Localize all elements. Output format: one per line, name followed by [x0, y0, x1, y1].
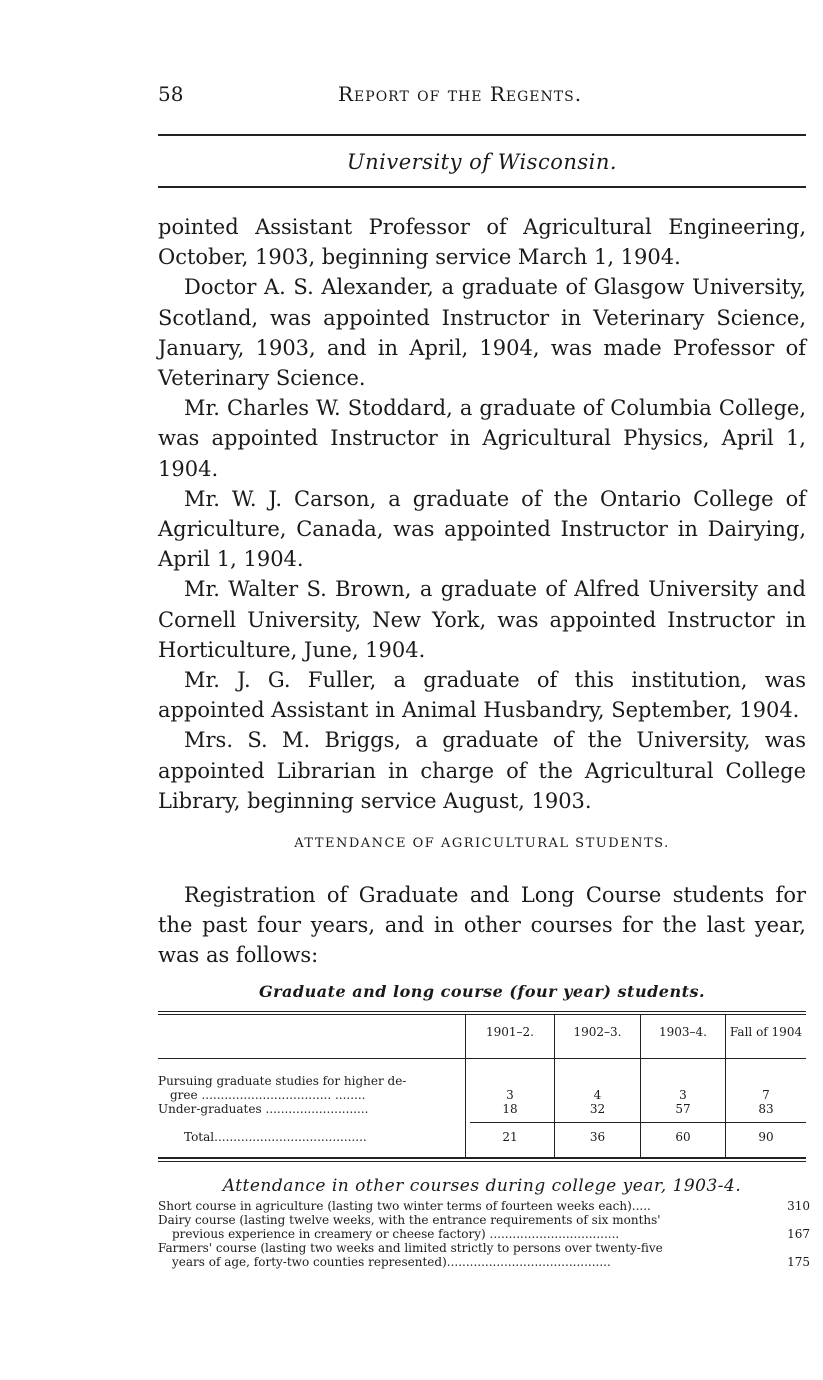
- leader-dots: .................................. ........: [201, 1088, 366, 1102]
- attendance-count: 167: [787, 1227, 810, 1241]
- row-label: Pursuing graduate studies for higher de-: [158, 1074, 407, 1088]
- table-rule: [158, 1161, 806, 1162]
- list-item: Short course in agriculture (lasting two winter terms of fourteen weeks each)..... 310: [158, 1199, 810, 1213]
- table-rule: [158, 1157, 806, 1159]
- table-cell: 32: [589, 1102, 606, 1116]
- total-label: Total........................................: [184, 1130, 367, 1144]
- total-cell: 21: [502, 1130, 518, 1144]
- paragraph: Mr. Walter S. Brown, a graduate of Alfred University and Cornell University, New York, was appointed Instructor in Horticulture, June, 1904.: [158, 577, 806, 662]
- table-rule: [158, 1014, 806, 1015]
- list-item: Dairy course (lasting twelve weeks, with the entrance requirements of six months' previous experience in creamery or cheese factory) .................................. 167: [158, 1213, 810, 1241]
- paragraph: Doctor A. S. Alexander, a graduate of Glasgow University, Scotland, was appointed Instructor in Veterinary Science, January, 1903, and in April, 1904, was made Professor of Veterinary Science.: [158, 275, 806, 391]
- table-cell: 4: [593, 1088, 602, 1102]
- row-label: gree .................................. ........: [170, 1088, 366, 1102]
- column-header: 1902–3.: [573, 1025, 622, 1039]
- table-cell: 3: [506, 1088, 514, 1102]
- intro-paragraph: Registration of Graduate and Long Course students for the past four years, and in other courses for the last year, was as follows:: [158, 883, 806, 967]
- attendance-count: 310: [787, 1199, 810, 1213]
- total-cell: 60: [675, 1130, 691, 1144]
- header-rule-top: [158, 134, 806, 136]
- table-cell: 7: [762, 1088, 770, 1102]
- column-header: 1901–2.: [486, 1025, 534, 1039]
- paragraph: Mr. W. J. Carson, a graduate of the Ontario College of Agriculture, Canada, was appointed Instructor in Dairying, April 1, 1904.: [158, 486, 806, 572]
- table-cell: 57: [675, 1102, 691, 1116]
- total-cell: 36: [589, 1130, 606, 1144]
- attendance-count: 175: [787, 1255, 810, 1269]
- paragraph: Mr. J. G. Fuller, a graduate of this institution, was appointed Assistant in Animal Husbandry, September, 1904.: [158, 668, 806, 723]
- table-rule: [158, 1058, 806, 1059]
- attendance-list: [158, 1199, 810, 1269]
- list-item: Farmers' course (lasting two weeks and limited strictly to persons over twenty-five years of age, forty-two counties represented)........................................... 175: [158, 1241, 810, 1269]
- table-cell: 3: [679, 1088, 687, 1102]
- table-rule: [470, 1122, 806, 1123]
- row-label: Under-graduates ...........................: [158, 1102, 369, 1116]
- paragraph: Mr. Charles W. Stoddard, a graduate of Columbia College, was appointed Instructor in Agricultural Physics, April 1, 1904.: [158, 396, 806, 481]
- running-head: [158, 82, 808, 112]
- column-header: 1903–4.: [659, 1025, 707, 1039]
- table-cell: 18: [502, 1102, 518, 1116]
- paragraph: pointed Assistant Professor of Agricultural Engineering, October, 1903, beginning service March 1, 1904.: [158, 215, 806, 270]
- sub-head: University of Wisconsin.: [346, 150, 618, 174]
- table-rule: [158, 1011, 806, 1012]
- header-rule-bottom: [158, 186, 806, 188]
- section-title: ATTENDANCE OF AGRICULTURAL STUDENTS.: [294, 836, 670, 851]
- page-number: 58: [158, 82, 184, 106]
- table-cell: 83: [758, 1102, 774, 1116]
- table-caption: Graduate and long course (four year) students.: [258, 982, 706, 1001]
- leader-dots: ........................................: [214, 1130, 367, 1144]
- total-cell: 90: [758, 1130, 774, 1144]
- column-header: Fall of 1904: [729, 1025, 803, 1039]
- paragraph: Mrs. S. M. Briggs, a graduate of the University, was appointed Librarian in charge of the Agricultural College Library, beginning service August, 1903.: [158, 728, 806, 813]
- leader-dots: ...........................: [265, 1102, 369, 1116]
- body-text: [158, 212, 806, 816]
- registration-table: [158, 1011, 806, 1164]
- running-title: Report of the Regents.: [338, 82, 583, 106]
- attendance-caption: Attendance in other courses during college year, 1903-4.: [222, 1176, 742, 1196]
